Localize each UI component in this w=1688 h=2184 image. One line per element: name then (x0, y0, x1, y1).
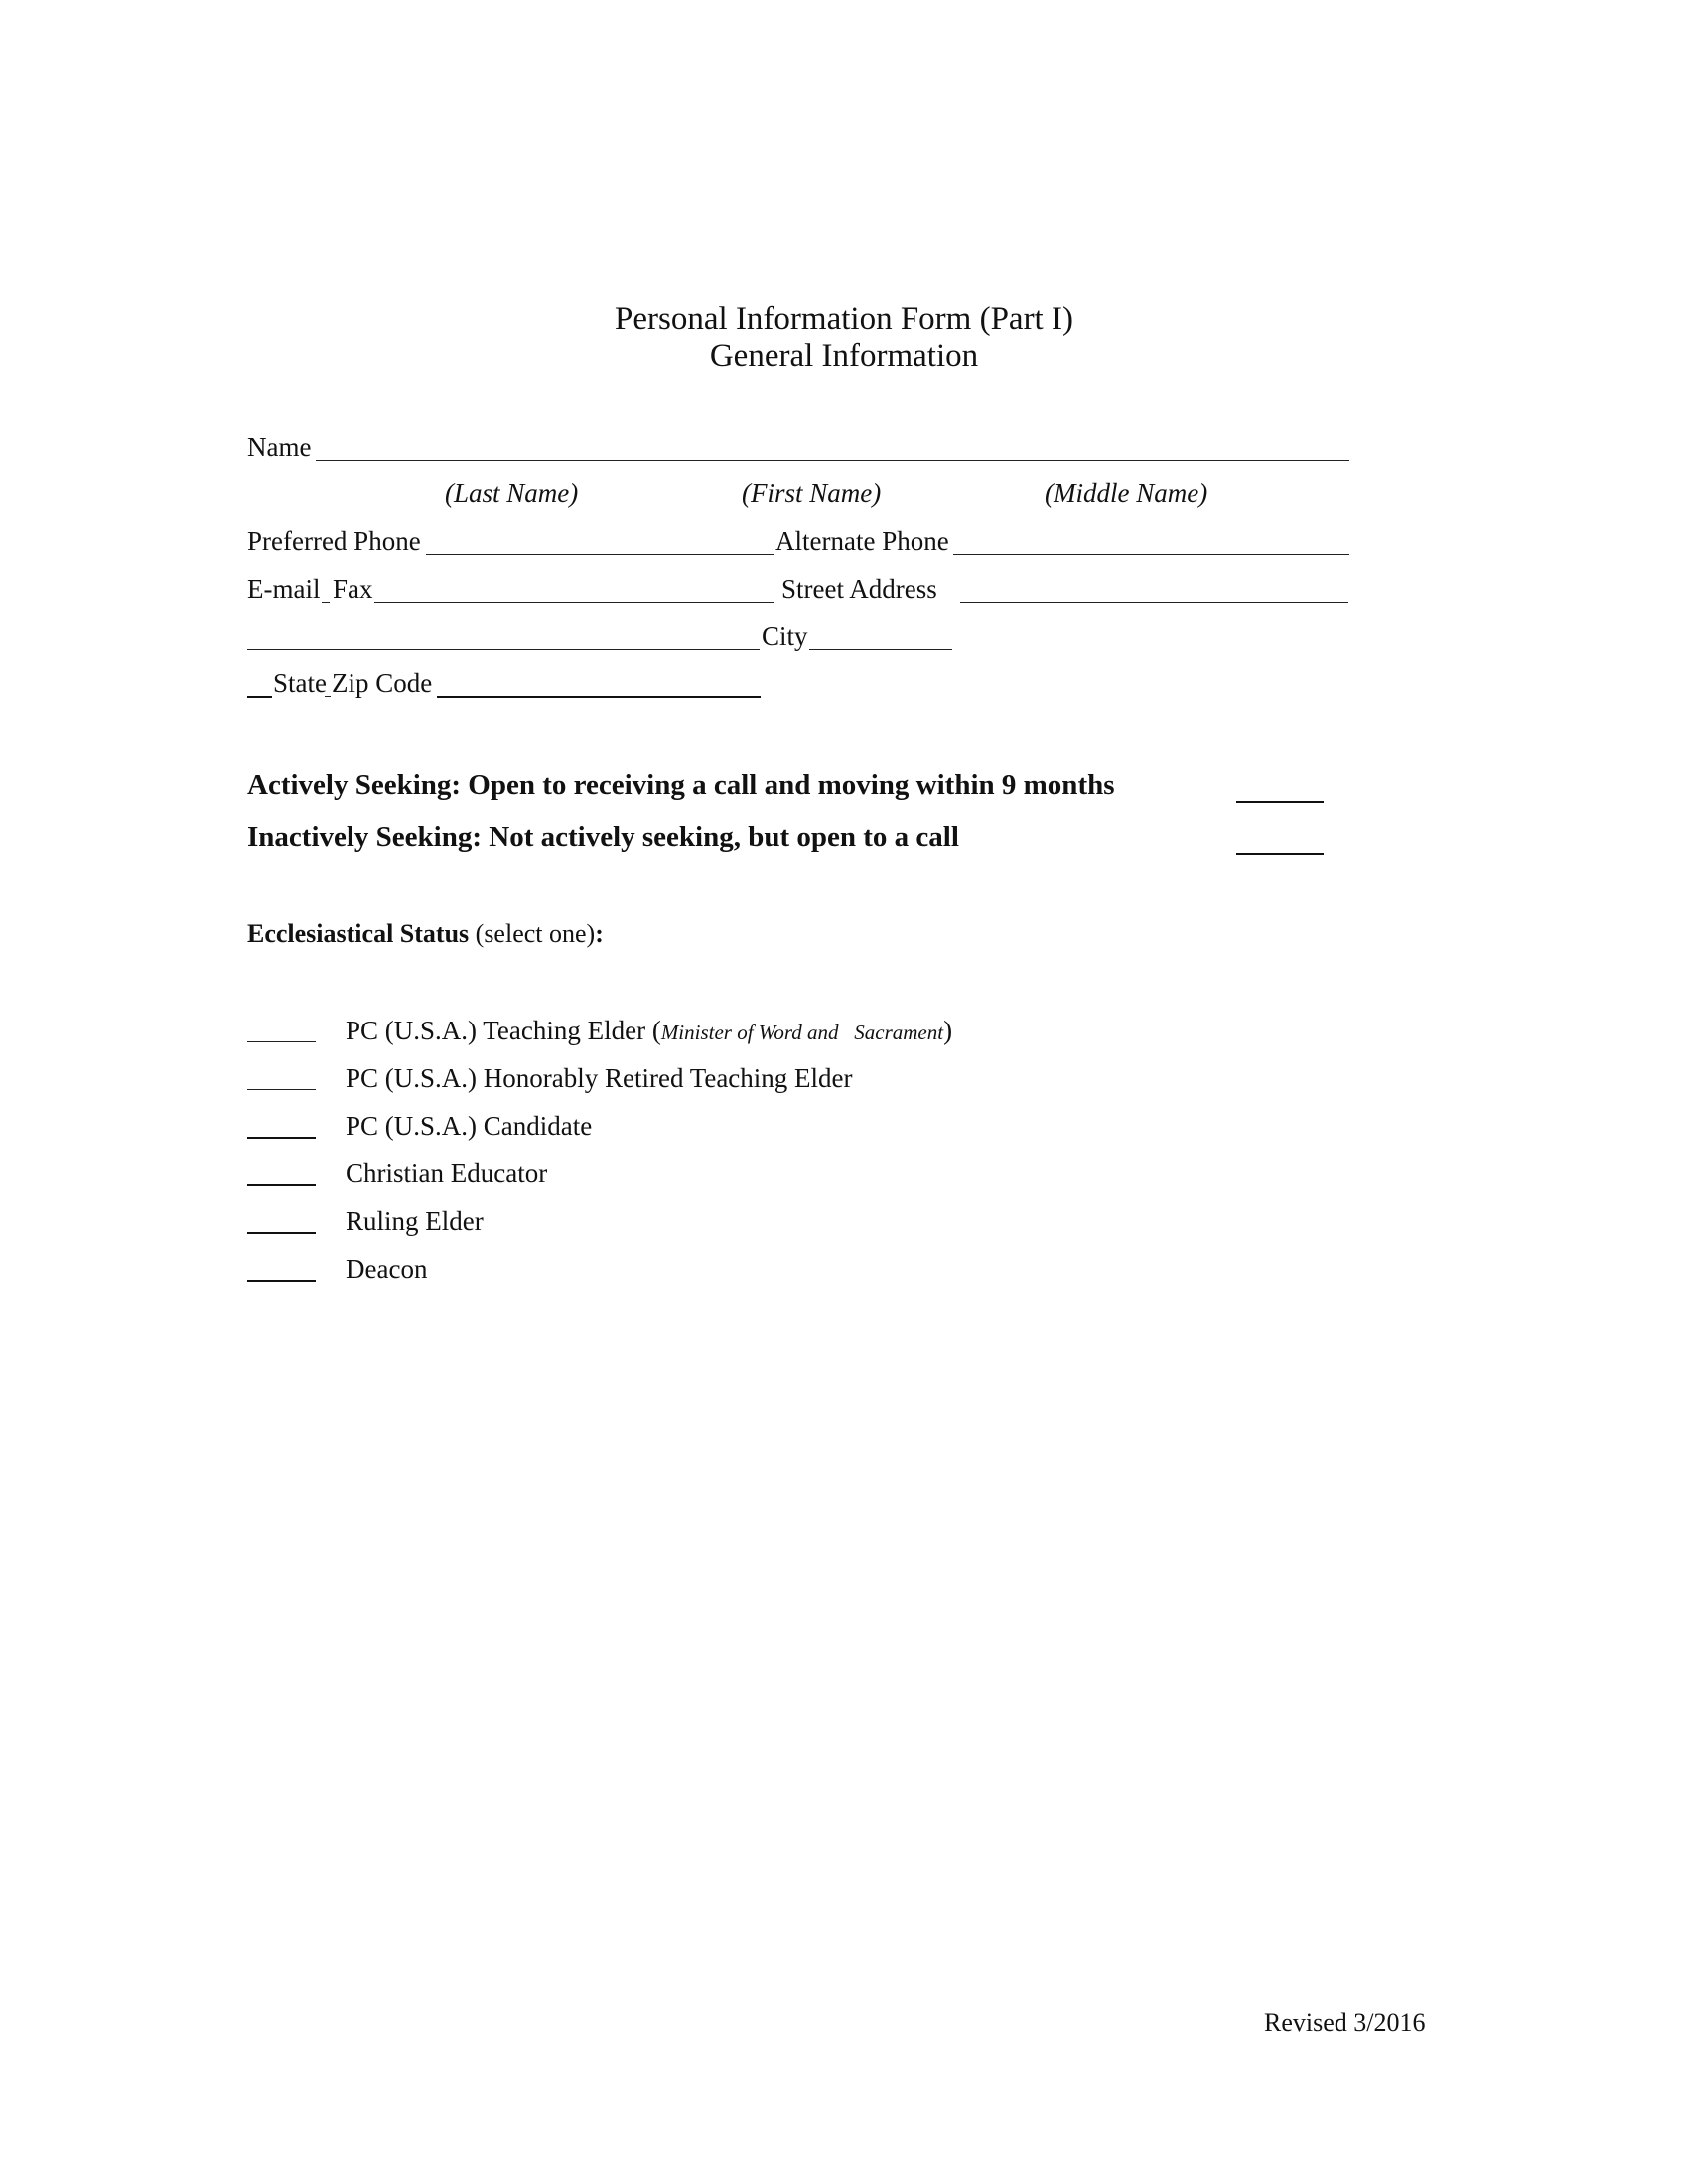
ecclesiastical-status-title: Ecclesiastical Status (247, 919, 470, 948)
option-retired-teaching-elder: PC (U.S.A.) Honorably Retired Teaching Elder (346, 1063, 853, 1093)
address-continuation-line[interactable] (247, 649, 760, 650)
name-label: Name (247, 432, 312, 462)
option-ruling-elder: Ruling Elder (346, 1206, 484, 1236)
form-title: Personal Information Form (Part I) (615, 301, 1073, 337)
street-address-label: Street Address (781, 574, 937, 604)
zip-code-field-line[interactable] (437, 696, 761, 698)
inactively-seeking-blank[interactable] (1236, 853, 1324, 855)
option-teaching-elder-note: Minister of Word and Sacrament (660, 1021, 944, 1044)
preferred-phone-field-line[interactable] (426, 554, 774, 555)
first-name-hint: (First Name) (742, 478, 882, 508)
option-teaching-elder-label: PC (U.S.A.) Teaching Elder ( (346, 1016, 661, 1045)
actively-seeking-label: Actively Seeking: Open to receiving a call and moving within 9 months (247, 769, 1115, 801)
ecclesiastical-status-colon: : (595, 919, 604, 948)
state-field-line[interactable] (247, 696, 272, 698)
email-field-line[interactable] (322, 602, 330, 603)
deacon-blank[interactable] (247, 1280, 316, 1282)
city-label: City (762, 621, 808, 651)
option-teaching-elder-close: ) (943, 1016, 953, 1045)
name-field-line[interactable] (316, 460, 1349, 461)
retired-teaching-elder-blank[interactable] (247, 1089, 316, 1090)
teaching-elder-blank[interactable] (247, 1041, 316, 1042)
city-field-line[interactable] (809, 649, 952, 650)
option-candidate: PC (U.S.A.) Candidate (346, 1111, 593, 1141)
middle-name-hint: (Middle Name) (1045, 478, 1208, 508)
ecclesiastical-status-note: (select one) (475, 919, 596, 948)
zip-code-label: Zip Code (332, 668, 433, 698)
candidate-blank[interactable] (247, 1137, 316, 1139)
state-label: State (273, 668, 327, 698)
option-christian-educator: Christian Educator (346, 1159, 548, 1188)
alternate-phone-label: Alternate Phone (775, 526, 949, 556)
alternate-phone-field-line[interactable] (953, 554, 1349, 555)
preferred-phone-label: Preferred Phone (247, 526, 421, 556)
christian-educator-blank[interactable] (247, 1184, 316, 1186)
ecclesiastical-status-heading (247, 919, 604, 949)
street-address-field-line[interactable] (960, 602, 1348, 603)
actively-seeking-blank[interactable] (1236, 801, 1324, 803)
option-deacon: Deacon (346, 1254, 428, 1284)
revision-date: Revised 3/2016 (1264, 2008, 1426, 2037)
ruling-elder-blank[interactable] (247, 1232, 316, 1234)
fax-field-line[interactable] (374, 602, 774, 603)
last-name-hint: (Last Name) (445, 478, 579, 508)
state-zip-separator-line (325, 696, 331, 697)
inactively-seeking-label: Inactively Seeking: Not actively seeking, but open to a call (247, 821, 959, 853)
email-label: E-mail (247, 574, 321, 604)
option-teaching-elder (346, 1015, 952, 1048)
form-subtitle: General Information (709, 339, 979, 374)
fax-label: Fax (333, 574, 373, 604)
